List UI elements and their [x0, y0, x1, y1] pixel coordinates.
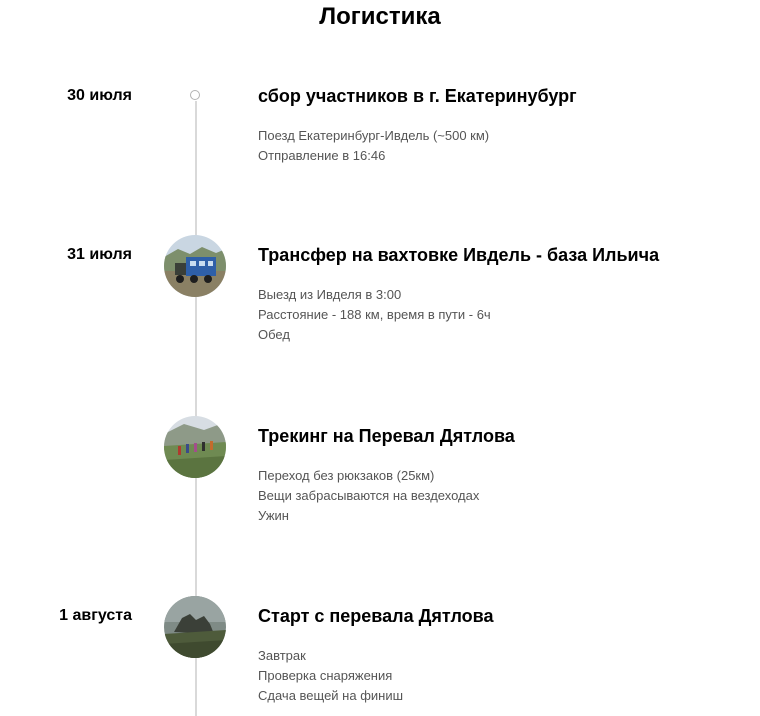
event-detail: Проверка снаряжения	[258, 668, 393, 683]
event-details	[258, 646, 403, 706]
page-title: Логистика	[319, 3, 441, 30]
event-detail: Вещи забрасываются на вездеходах	[258, 488, 480, 503]
event-detail: Выезд из Ивделя в 3:00	[258, 287, 402, 302]
event-heading: Старт с перевала Дятлова	[258, 606, 494, 626]
event-heading: сбор участников в г. Екатеринубург	[258, 86, 577, 106]
event-heading: Трекинг на Перевал Дятлова	[258, 426, 515, 446]
hikers-photo	[164, 416, 226, 478]
rock-photo	[164, 596, 226, 658]
event-detail: Переход без рюкзаков (25км)	[258, 468, 435, 483]
event-detail: Сдача вещей на финиш	[258, 688, 404, 703]
truck-photo	[164, 235, 226, 297]
event-detail: Поезд Екатеринбург-Ивдель (~500 км)	[258, 128, 490, 143]
event-detail: Отправление в 16:46	[258, 148, 386, 163]
event-detail: Завтрак	[258, 648, 306, 663]
event-date: 30 июля	[67, 87, 132, 104]
event-heading: Трансфер на вахтовке Ивдель - база Ильича	[258, 245, 660, 265]
event-detail: Ужин	[258, 508, 289, 523]
event-detail: Расстояние - 188 км, время в пути - 6ч	[258, 307, 491, 322]
event-date: 31 июля	[67, 246, 132, 263]
event-details	[258, 466, 479, 526]
event-detail: Обед	[258, 327, 290, 342]
timeline-dot-icon	[190, 90, 200, 100]
event-date: 1 августа	[59, 607, 132, 624]
event-details	[258, 126, 489, 166]
event-details	[258, 285, 491, 345]
